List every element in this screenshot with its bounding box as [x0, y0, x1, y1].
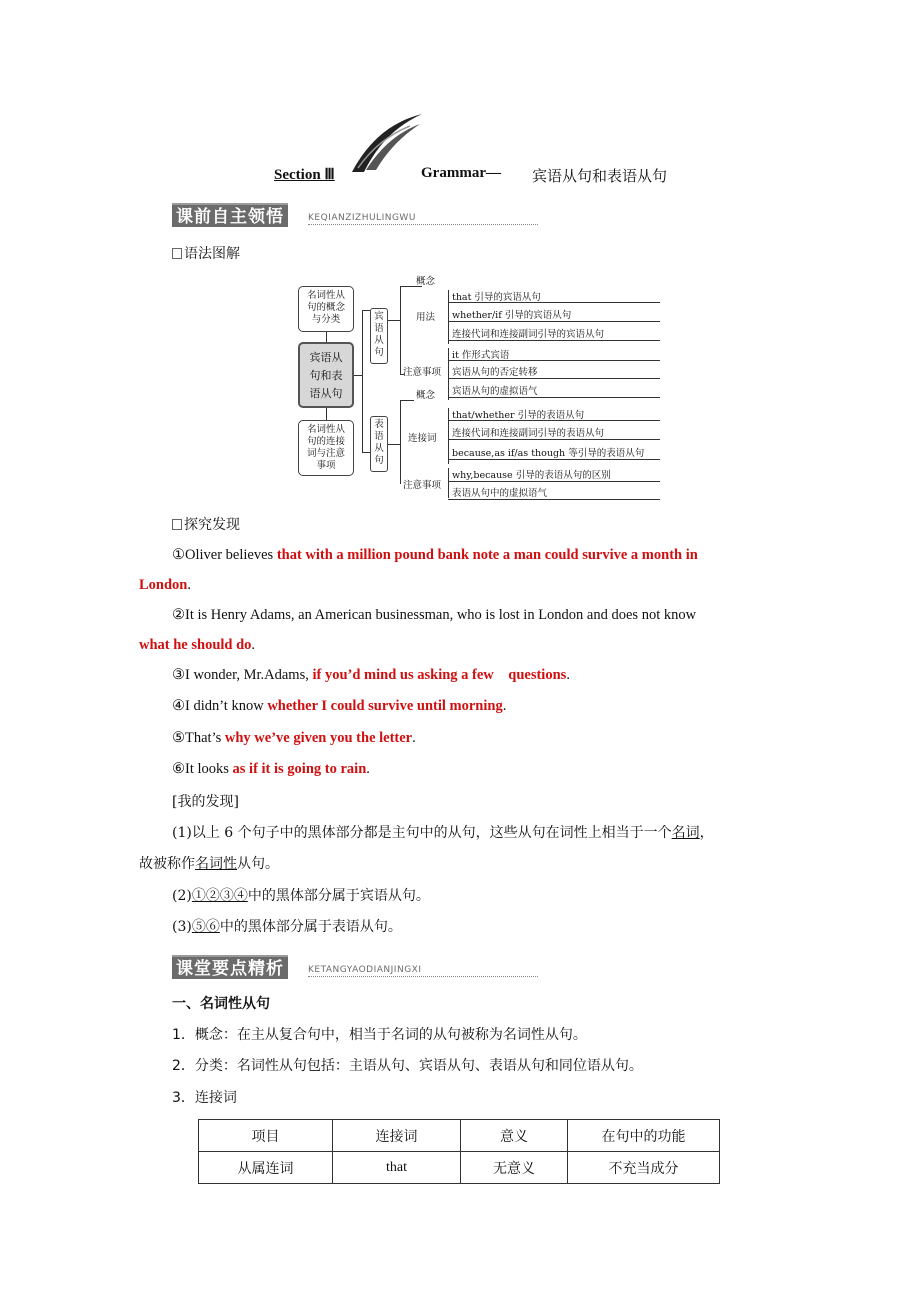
grammar-diagram [296, 268, 662, 504]
node-line: 与分类 [311, 314, 341, 325]
node-char: 语 [374, 431, 384, 442]
obj-note-item: 宾语从句的虚拟语气 [452, 386, 538, 397]
banner-class-pinyin: KETANGYAODIANJINGXI [308, 965, 422, 975]
diagram-node-main [298, 342, 354, 408]
pred-concept: 概念 [416, 390, 436, 401]
connector [354, 375, 362, 376]
finding-text: (2) [172, 888, 192, 904]
banner-preview [172, 203, 542, 227]
connector [448, 348, 449, 400]
sentence-highlight: as if it is going to rain [232, 761, 367, 777]
table-cell: that [333, 1152, 461, 1184]
pred-notes: 注意事项 [403, 480, 442, 491]
item-text: 在主从复合句中，相当于名词的从句被称为名词性从句。 [236, 1027, 587, 1043]
finding-text: 中的黑体部分属于宾语从句。 [247, 888, 430, 904]
obj-notes: 注意事项 [403, 367, 442, 378]
node-line: 名词性从 [306, 424, 345, 435]
node-char: 句 [374, 347, 384, 358]
connector [400, 400, 401, 484]
node-char: 从 [374, 335, 384, 346]
diagram-node-object-clause [370, 308, 388, 364]
node-line: 名词性从 [306, 290, 345, 301]
checkbox-icon [172, 248, 182, 259]
connector [388, 444, 400, 445]
diagram-node-connectives [298, 420, 354, 476]
subheading-diagram-text: 语法图解 [184, 246, 240, 262]
finding-1-cont [139, 854, 279, 874]
finding-text: 从句。 [237, 856, 279, 872]
node-char: 语 [374, 323, 384, 334]
item-connectives: 3．连接词 [172, 1090, 237, 1106]
finding-answer: ①②③④ [191, 888, 248, 904]
diagram-node-concept [298, 286, 354, 332]
arrow-line [326, 332, 327, 342]
table-header: 连接词 [333, 1120, 461, 1152]
obj-note-item: 宾语从句的否定转移 [452, 367, 538, 378]
table-header-row [199, 1120, 720, 1152]
diagram-node-predicative-clause [370, 416, 388, 472]
node-line: 事项 [316, 460, 336, 471]
item-label: 1．概念： [172, 1027, 237, 1043]
sentence-2 [172, 605, 784, 625]
arrow-line [326, 408, 327, 420]
sentence-text: . [566, 667, 570, 683]
page-title [274, 163, 774, 189]
finding-text: (1)以上 6 个句子中的黑体部分都是主句中的从句，这些从句在词性上相当于一个 [172, 825, 672, 841]
table-cell: 无意义 [461, 1152, 568, 1184]
sentence-5 [172, 728, 416, 748]
finding-answer: 名词 [671, 825, 700, 841]
pred-conn-item: 连接代词和连接副词引导的表语从句 [452, 428, 605, 439]
sentence-text: . [412, 730, 416, 746]
node-line: 宾语从 [309, 351, 343, 364]
finding-text: 中的黑体部分属于表语从句。 [219, 919, 402, 935]
obj-usage-item: that 引导的宾语从句 [452, 292, 541, 303]
sentence-1 [172, 545, 782, 565]
sentence-highlight: what he should do [139, 637, 252, 653]
banner-preview-label: 课前自主领悟 [172, 203, 288, 227]
connector [448, 481, 660, 482]
obj-usage-item: 连接代词和连接副词引导的宾语从句 [452, 329, 605, 340]
node-line: 句和表 [309, 369, 343, 382]
node-line: 词与注意 [306, 448, 345, 459]
table-cell: 不充当成分 [568, 1152, 720, 1184]
sentence-text: . [366, 761, 370, 777]
sentence-highlight: why we’ve given you the letter [224, 730, 413, 746]
item-concept [172, 1025, 587, 1045]
node-line: 语从句 [309, 387, 343, 400]
node-char: 宾 [374, 311, 384, 322]
node-line: 句的连接 [306, 436, 345, 447]
obj-concept: 概念 [416, 276, 436, 287]
section-heading: 一、名词性从句 [172, 996, 270, 1012]
table-header: 意义 [461, 1120, 568, 1152]
connector [388, 320, 400, 321]
dotted-divider [308, 976, 538, 977]
connector [448, 397, 660, 398]
pred-note-item: 表语从句中的虚拟语气 [452, 488, 548, 499]
obj-usage-item: whether/if 引导的宾语从句 [452, 310, 572, 321]
sentence-text: ②It is Henry Adams, an American businessman, who is lost in London and does not know [172, 607, 697, 623]
checkbox-icon [172, 519, 182, 530]
sentence-6 [172, 759, 370, 779]
table-row [199, 1152, 720, 1184]
subheading-diagram [172, 243, 240, 263]
sentence-text: . [251, 637, 256, 653]
sentence-highlight: that with a million pound bank note a man could survive a month in [276, 547, 698, 563]
connector [448, 290, 449, 344]
connector [448, 408, 449, 464]
sentence-text: ④I didn’t know [172, 698, 268, 714]
finding-answer: ⑤⑥ [191, 919, 220, 935]
connector [362, 452, 370, 453]
item-label: 2．分类： [172, 1058, 237, 1074]
node-line: 句的概念 [306, 302, 345, 313]
sentence-1-cont [139, 575, 191, 595]
obj-usage: 用法 [416, 312, 436, 323]
connector [448, 468, 449, 498]
finding-text: (3) [172, 919, 192, 935]
dotted-divider [308, 224, 538, 225]
item-text: 名词性从句包括：主语从句、宾语从句、表语从句和同位语从句。 [236, 1058, 643, 1074]
table-cell: 从属连词 [199, 1152, 333, 1184]
connector [448, 340, 660, 341]
banner-preview-pinyin: KEQIANZIZHULINGWU [308, 213, 416, 223]
sentence-highlight: if you’d mind us asking a few questions [312, 667, 567, 683]
sentence-3 [172, 665, 570, 685]
connector [448, 378, 660, 379]
sentence-text: . [187, 577, 191, 593]
finding-text: ， [699, 825, 714, 841]
finding-3 [172, 917, 402, 937]
node-char: 句 [374, 455, 384, 466]
banner-class [172, 955, 542, 979]
pred-note-item: why,because 引导的表语从句的区别 [452, 470, 611, 481]
node-char: 表 [374, 419, 384, 430]
section-label: Section Ⅲ [274, 167, 335, 183]
connector [362, 310, 370, 311]
sentence-4 [172, 696, 506, 716]
item-classification [172, 1056, 643, 1076]
connector [400, 400, 414, 401]
pred-conn: 连接词 [408, 433, 437, 444]
finding-1 [172, 823, 714, 843]
node-char: 从 [374, 443, 384, 454]
sentence-highlight: whether I could survive until morning [267, 698, 503, 714]
pred-conn-item: that/whether 引导的表语从句 [452, 410, 585, 421]
table-header: 项目 [199, 1120, 333, 1152]
connector [448, 499, 660, 500]
finding-answer: 名词性 [195, 856, 237, 872]
sentence-text: ③I wonder, Mr.Adams, [172, 667, 313, 683]
connector [400, 286, 401, 374]
finding-2 [172, 886, 430, 906]
table-header: 在句中的功能 [568, 1120, 720, 1152]
connector [448, 439, 660, 440]
finding-text: 故被称作 [139, 856, 195, 872]
findings-heading: [我的发现] [172, 794, 239, 810]
grammar-label: Grammar— [421, 165, 501, 181]
banner-class-label: 课堂要点精析 [172, 955, 288, 979]
sentence-text: ①Oliver believes [172, 547, 277, 563]
topic-label: 宾语从句和表语从句 [532, 167, 668, 185]
connector [448, 321, 660, 322]
subheading-explore-text: 探究发现 [184, 517, 240, 533]
sentence-text: . [502, 698, 507, 714]
pred-conn-item: because,as if/as though 等引导的表语从句 [452, 448, 645, 459]
sentence-text: ⑤That’s [172, 730, 225, 746]
obj-note-item: it 作形式宾语 [452, 350, 510, 361]
sentence-2-cont [139, 635, 255, 655]
connector [362, 310, 363, 452]
sentence-text: ⑥It looks [172, 761, 233, 777]
connectives-table [198, 1119, 720, 1184]
connector [448, 459, 660, 460]
subheading-explore [172, 514, 240, 534]
sentence-highlight: London [139, 577, 188, 593]
